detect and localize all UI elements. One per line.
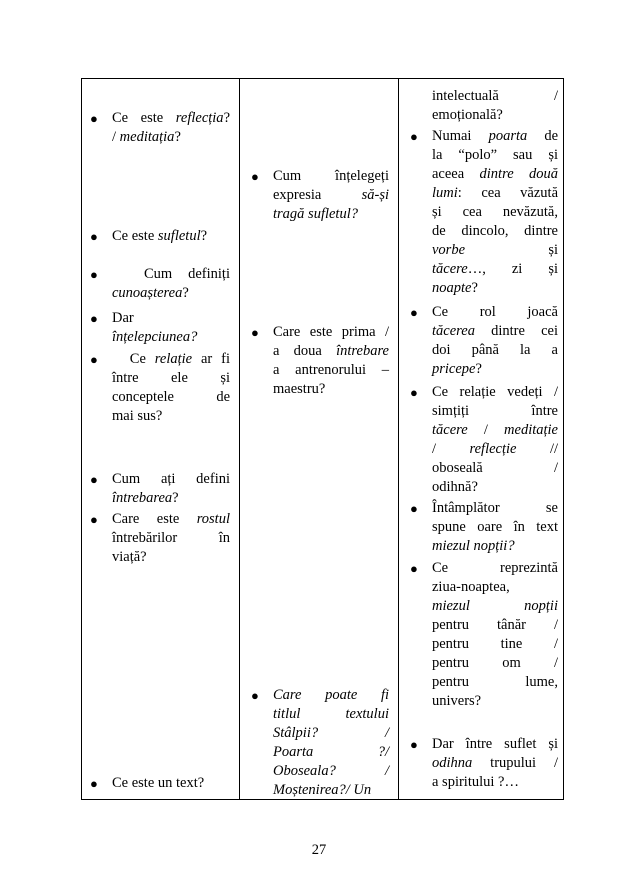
bullet-icon: ●	[251, 688, 259, 703]
bullet-icon: ●	[410, 129, 418, 144]
bullet-icon: ●	[90, 512, 98, 527]
bullet-icon: ●	[410, 737, 418, 752]
item-text: Cum ați defini întrebarea?	[112, 471, 230, 506]
bullet-icon: ●	[251, 325, 259, 340]
question-item	[90, 109, 230, 147]
question-item	[90, 227, 230, 246]
column-1	[82, 79, 239, 799]
item-text: Cum înțelegeți expresia să-și tragă sufletul?	[273, 168, 389, 222]
item-text: intelectuală / emoțională?	[432, 88, 558, 123]
item-text: Dar între suflet și odihna trupului / a spiritului ?…	[432, 736, 558, 790]
item-text: Întâmplător se spune oare în text miezul nopții?	[432, 500, 558, 554]
page-number: 27	[311, 842, 327, 858]
item-text: Care poate fi titlul textului Stâlpii? / Poarta ?/ Oboseala? / Moștenirea?/ Un	[273, 687, 389, 798]
item-text: Ce rol joacă tăcerea dintre cei doi până la a pricepe?	[432, 304, 558, 377]
question-item	[251, 167, 389, 224]
item-text: Ce este sufletul?	[112, 228, 208, 244]
item-text: Care este prima / a doua întrebare a antrenorului – maestru?	[273, 324, 389, 397]
question-item	[90, 350, 230, 426]
question-item	[410, 383, 558, 497]
column-2	[239, 79, 398, 799]
column-3	[398, 79, 565, 799]
item-text: Care este rostul întrebărilor în viață?	[112, 511, 230, 565]
discussion-table	[81, 78, 564, 800]
bullet-icon: ●	[410, 305, 418, 320]
bullet-icon: ●	[90, 111, 98, 126]
question-item	[90, 309, 230, 347]
item-text: Cum definiți cunoașterea?	[112, 266, 230, 301]
bullet-icon: ●	[410, 501, 418, 516]
question-item	[90, 774, 230, 793]
bullet-icon: ●	[90, 311, 98, 326]
item-text: Dar înțelepciunea?	[112, 310, 198, 345]
item-text: Ce relație vedeți / simțiți între tăcere / meditație / reflecție // oboseală / odihnă?	[432, 384, 558, 495]
question-item	[90, 510, 230, 567]
item-text: Ce relație ar fi între ele și conceptele de mai sus?	[112, 351, 230, 424]
question-item	[251, 686, 389, 800]
question-item	[410, 559, 558, 711]
item-text: Ce este reflecția? / meditația?	[112, 110, 230, 145]
bullet-icon: ●	[90, 472, 98, 487]
item-text: Numai poarta de la “polo” sau și aceea dintre două lumi: cea văzută și cea nevăzută, de dincolo, dintre vorbe și tăcere…, zi și noapte?	[432, 128, 559, 296]
bullet-icon: ●	[90, 229, 98, 244]
item-text: Ce este un text?	[112, 775, 205, 791]
bullet-icon: ●	[90, 776, 98, 791]
question-item	[410, 499, 558, 556]
bullet-icon: ●	[251, 169, 259, 184]
bullet-icon: ●	[90, 267, 98, 282]
bullet-icon: ●	[410, 561, 418, 576]
bullet-icon: ●	[410, 385, 418, 400]
item-text: Ce reprezintă ziua-noaptea, miezul nopții pentru tânăr / pentru tine / pentru om / pentru lume, univers?	[432, 560, 558, 709]
question-item	[90, 265, 230, 303]
question-item	[410, 735, 558, 792]
question-item	[410, 303, 558, 379]
question-item	[90, 470, 230, 508]
question-item	[251, 323, 389, 399]
question-continuation	[432, 87, 558, 125]
bullet-icon: ●	[90, 352, 98, 367]
question-item	[410, 127, 559, 298]
